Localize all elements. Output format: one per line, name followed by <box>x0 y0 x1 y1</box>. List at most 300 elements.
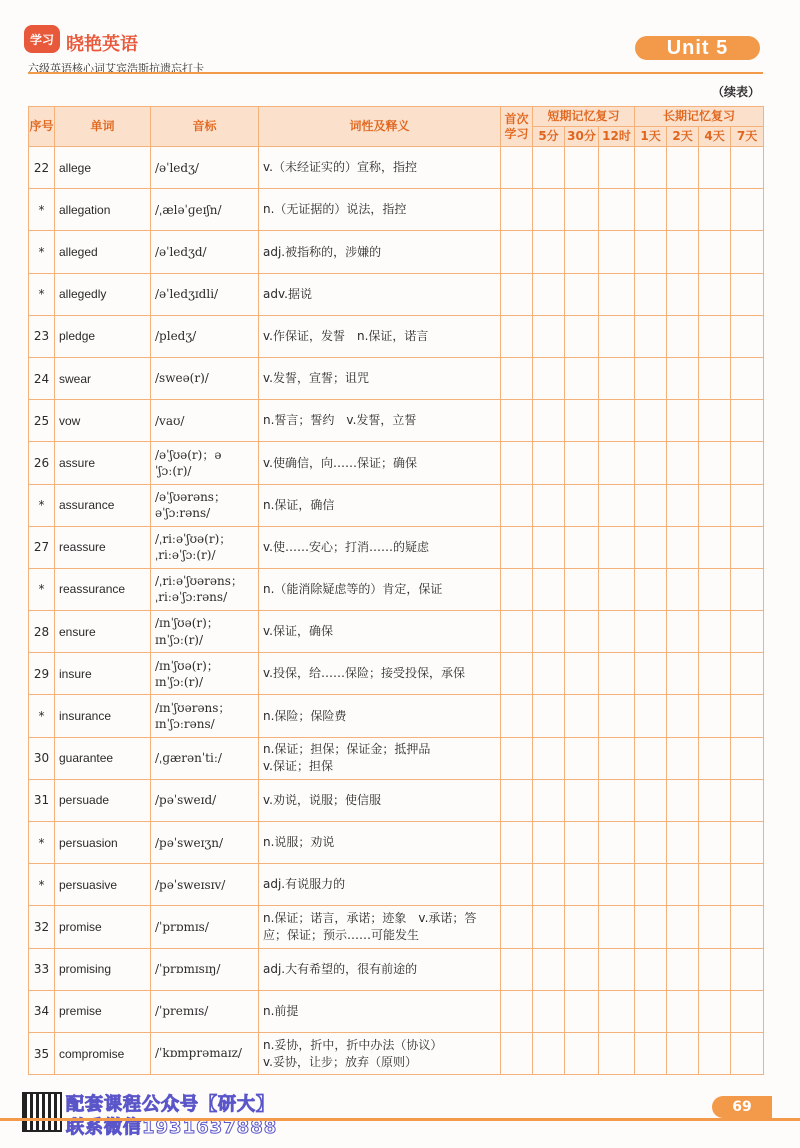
footer-course-line: 配套课程公众号【研大】 <box>66 1094 275 1115</box>
row-number: 31 <box>29 779 55 821</box>
row-definition <box>259 273 501 315</box>
phonetic-line: /əˈledʒd/ <box>155 244 207 259</box>
review-checkbox-cell[interactable] <box>635 147 667 189</box>
review-checkbox-cell[interactable] <box>635 315 667 357</box>
review-checkbox-cell[interactable] <box>635 611 667 653</box>
header-interval: 1天 <box>635 127 667 147</box>
definition-line: n.说服；劝说 <box>263 835 335 850</box>
review-checkbox-cell[interactable] <box>667 400 699 442</box>
review-checkbox-cell[interactable] <box>501 906 533 948</box>
review-checkbox-cell[interactable] <box>667 822 699 864</box>
review-checkbox-cell[interactable] <box>667 948 699 990</box>
row-word: premise <box>55 990 151 1032</box>
phonetic-line: ˌriːəˈʃɔːrəns/ <box>155 590 228 605</box>
review-checkbox-cell[interactable] <box>667 189 699 231</box>
definition-line: n.保险；保险费 <box>263 708 347 723</box>
review-checkbox-cell[interactable] <box>699 822 731 864</box>
review-checkbox-cell[interactable] <box>599 737 635 779</box>
row-number: 33 <box>29 948 55 990</box>
definition-line: v.劝说，说服；使信服 <box>263 793 381 807</box>
row-number: 25 <box>29 400 55 442</box>
review-checkbox-cell[interactable] <box>599 442 635 484</box>
phonetic-line: /ˈpremɪs/ <box>155 1004 209 1019</box>
review-checkbox-cell[interactable] <box>533 695 565 737</box>
phonetic-line: ɪnˈʃɔːrəns/ <box>155 717 215 732</box>
review-checkbox-cell[interactable] <box>533 526 565 568</box>
review-checkbox-cell[interactable] <box>667 315 699 357</box>
review-checkbox-cell[interactable] <box>501 653 533 695</box>
review-checkbox-cell[interactable] <box>501 484 533 526</box>
review-checkbox-cell[interactable] <box>565 568 599 610</box>
review-checkbox-cell[interactable] <box>565 737 599 779</box>
row-phonetic <box>151 611 259 653</box>
phonetic-line: /sweə(r)/ <box>155 371 209 386</box>
review-checkbox-cell[interactable] <box>667 231 699 273</box>
review-checkbox-cell[interactable] <box>635 231 667 273</box>
review-checkbox-cell[interactable] <box>599 653 635 695</box>
review-checkbox-cell[interactable] <box>533 906 565 948</box>
review-checkbox-cell[interactable] <box>565 822 599 864</box>
row-definition <box>259 484 501 526</box>
definition-line: n.前提 <box>263 1003 299 1018</box>
definition-line: v.使……安心；打消……的疑虑 <box>263 539 429 554</box>
review-checkbox-cell[interactable] <box>731 653 764 695</box>
review-checkbox-cell[interactable] <box>501 1032 533 1074</box>
review-checkbox-cell[interactable] <box>635 990 667 1032</box>
row-definition <box>259 400 501 442</box>
review-checkbox-cell[interactable] <box>501 357 533 399</box>
review-checkbox-cell[interactable] <box>699 737 731 779</box>
row-word: compromise <box>55 1032 151 1074</box>
review-checkbox-cell[interactable] <box>699 231 731 273</box>
review-checkbox-cell[interactable] <box>699 695 731 737</box>
review-checkbox-cell[interactable] <box>635 273 667 315</box>
row-phonetic <box>151 273 259 315</box>
header-short-term: 短期记忆复习 <box>533 107 635 127</box>
row-definition <box>259 1032 501 1074</box>
header-divider <box>28 72 763 74</box>
review-checkbox-cell[interactable] <box>731 273 764 315</box>
row-phonetic <box>151 400 259 442</box>
header-phonetic: 音标 <box>151 107 259 147</box>
review-checkbox-cell[interactable] <box>635 948 667 990</box>
review-checkbox-cell[interactable] <box>599 484 635 526</box>
row-phonetic <box>151 189 259 231</box>
review-checkbox-cell[interactable] <box>599 400 635 442</box>
header-interval: 12时 <box>599 127 635 147</box>
review-checkbox-cell[interactable] <box>565 779 599 821</box>
review-checkbox-cell[interactable] <box>731 695 764 737</box>
review-checkbox-cell[interactable] <box>731 779 764 821</box>
review-checkbox-cell[interactable] <box>599 611 635 653</box>
logo-badge: 学习 <box>24 25 60 53</box>
review-checkbox-cell[interactable] <box>667 737 699 779</box>
definition-line: adv.据说 <box>263 286 312 301</box>
review-checkbox-cell[interactable] <box>533 400 565 442</box>
review-checkbox-cell[interactable] <box>533 653 565 695</box>
phonetic-line: /ɪnˈʃʊə(r)； <box>155 616 219 631</box>
row-definition <box>259 526 501 568</box>
row-phonetic <box>151 906 259 948</box>
row-word: allegedly <box>55 273 151 315</box>
review-checkbox-cell[interactable] <box>501 695 533 737</box>
row-definition <box>259 189 501 231</box>
row-word: assurance <box>55 484 151 526</box>
review-checkbox-cell[interactable] <box>533 737 565 779</box>
review-checkbox-cell[interactable] <box>635 779 667 821</box>
review-checkbox-cell[interactable] <box>667 653 699 695</box>
review-checkbox-cell[interactable] <box>599 1032 635 1074</box>
phonetic-line: /ˌriːəˈʃʊə(r)； <box>155 532 232 547</box>
review-checkbox-cell[interactable] <box>565 315 599 357</box>
review-checkbox-cell[interactable] <box>565 1032 599 1074</box>
review-checkbox-cell[interactable] <box>533 779 565 821</box>
review-checkbox-cell[interactable] <box>699 315 731 357</box>
table-row <box>29 990 764 1032</box>
review-checkbox-cell[interactable] <box>699 189 731 231</box>
row-word: pledge <box>55 315 151 357</box>
review-checkbox-cell[interactable] <box>699 400 731 442</box>
row-number: 34 <box>29 990 55 1032</box>
review-checkbox-cell[interactable] <box>731 357 764 399</box>
review-checkbox-cell[interactable] <box>565 906 599 948</box>
review-checkbox-cell[interactable] <box>565 357 599 399</box>
review-checkbox-cell[interactable] <box>501 400 533 442</box>
review-checkbox-cell[interactable] <box>599 357 635 399</box>
table-row <box>29 231 764 273</box>
review-checkbox-cell[interactable] <box>731 315 764 357</box>
review-checkbox-cell[interactable] <box>699 779 731 821</box>
phonetic-line: /ɪnˈʃʊərəns； <box>155 700 231 715</box>
review-checkbox-cell[interactable] <box>533 147 565 189</box>
row-phonetic <box>151 357 259 399</box>
review-checkbox-cell[interactable] <box>501 231 533 273</box>
review-checkbox-cell[interactable] <box>533 948 565 990</box>
review-checkbox-cell[interactable] <box>533 611 565 653</box>
review-checkbox-cell[interactable] <box>667 1032 699 1074</box>
row-word: persuade <box>55 779 151 821</box>
review-checkbox-cell[interactable] <box>565 948 599 990</box>
review-checkbox-cell[interactable] <box>635 484 667 526</box>
vocabulary-rows <box>29 147 764 1075</box>
table-row <box>29 611 764 653</box>
review-checkbox-cell[interactable] <box>533 484 565 526</box>
review-checkbox-cell[interactable] <box>667 611 699 653</box>
row-number: 24 <box>29 357 55 399</box>
row-definition <box>259 231 501 273</box>
review-checkbox-cell[interactable] <box>699 442 731 484</box>
review-checkbox-cell[interactable] <box>599 189 635 231</box>
phonetic-line: /pəˈsweɪd/ <box>155 793 217 808</box>
review-checkbox-cell[interactable] <box>667 990 699 1032</box>
page-header <box>0 0 800 110</box>
review-checkbox-cell[interactable] <box>667 906 699 948</box>
definition-line: v.使确信，向……保证；确保 <box>263 455 417 470</box>
review-checkbox-cell[interactable] <box>599 948 635 990</box>
review-checkbox-cell[interactable] <box>533 357 565 399</box>
review-checkbox-cell[interactable] <box>635 357 667 399</box>
review-checkbox-cell[interactable] <box>635 822 667 864</box>
review-checkbox-cell[interactable] <box>731 1032 764 1074</box>
row-word: reassurance <box>55 568 151 610</box>
review-checkbox-cell[interactable] <box>731 990 764 1032</box>
row-number: * <box>29 273 55 315</box>
review-checkbox-cell[interactable] <box>635 1032 667 1074</box>
review-checkbox-cell[interactable] <box>731 737 764 779</box>
review-checkbox-cell[interactable] <box>565 189 599 231</box>
review-checkbox-cell[interactable] <box>501 526 533 568</box>
review-checkbox-cell[interactable] <box>599 779 635 821</box>
review-checkbox-cell[interactable] <box>699 526 731 568</box>
review-checkbox-cell[interactable] <box>699 484 731 526</box>
row-word: ensure <box>55 611 151 653</box>
review-checkbox-cell[interactable] <box>699 611 731 653</box>
table-row <box>29 357 764 399</box>
review-checkbox-cell[interactable] <box>565 484 599 526</box>
review-checkbox-cell[interactable] <box>667 526 699 568</box>
review-checkbox-cell[interactable] <box>667 779 699 821</box>
row-word: promising <box>55 948 151 990</box>
row-definition <box>259 906 501 948</box>
review-checkbox-cell[interactable] <box>565 231 599 273</box>
header-interval: 2天 <box>667 127 699 147</box>
row-word: alleged <box>55 231 151 273</box>
review-checkbox-cell[interactable] <box>731 526 764 568</box>
review-checkbox-cell[interactable] <box>699 948 731 990</box>
table-row <box>29 864 764 906</box>
row-number: 28 <box>29 611 55 653</box>
row-number: 27 <box>29 526 55 568</box>
definition-line: v.投保，给……保险；接受投保，承保 <box>263 666 465 681</box>
header-long-term: 长期记忆复习 <box>635 107 764 127</box>
row-word: guarantee <box>55 737 151 779</box>
definition-line: n.（能消除疑虑等的）肯定，保证 <box>263 582 443 597</box>
row-definition <box>259 695 501 737</box>
row-number: * <box>29 484 55 526</box>
row-number: * <box>29 189 55 231</box>
review-checkbox-cell[interactable] <box>565 611 599 653</box>
review-checkbox-cell[interactable] <box>533 864 565 906</box>
row-word: swear <box>55 357 151 399</box>
phonetic-line: /əˈledʒ/ <box>155 160 199 175</box>
review-checkbox-cell[interactable] <box>565 400 599 442</box>
row-number: * <box>29 568 55 610</box>
review-checkbox-cell[interactable] <box>731 948 764 990</box>
review-checkbox-cell[interactable] <box>635 653 667 695</box>
review-checkbox-cell[interactable] <box>667 568 699 610</box>
review-checkbox-cell[interactable] <box>501 442 533 484</box>
row-definition <box>259 568 501 610</box>
definition-line: v.保证，确保 <box>263 624 333 639</box>
row-phonetic <box>151 990 259 1032</box>
review-checkbox-cell[interactable] <box>635 400 667 442</box>
review-checkbox-cell[interactable] <box>731 442 764 484</box>
row-number: 23 <box>29 315 55 357</box>
review-checkbox-cell[interactable] <box>635 568 667 610</box>
review-checkbox-cell[interactable] <box>565 653 599 695</box>
row-number: * <box>29 822 55 864</box>
review-checkbox-cell[interactable] <box>599 147 635 189</box>
definition-line: v.（未经证实的）宣称，指控 <box>263 160 417 175</box>
row-phonetic <box>151 864 259 906</box>
row-definition <box>259 147 501 189</box>
review-checkbox-cell[interactable] <box>731 568 764 610</box>
row-phonetic <box>151 568 259 610</box>
header-interval: 4天 <box>699 127 731 147</box>
review-checkbox-cell[interactable] <box>731 484 764 526</box>
footer-divider <box>0 1118 800 1121</box>
review-checkbox-cell[interactable] <box>667 357 699 399</box>
review-checkbox-cell[interactable] <box>533 189 565 231</box>
table-row <box>29 822 764 864</box>
phonetic-line: /ˈprɒmɪsɪŋ/ <box>155 962 221 977</box>
row-definition <box>259 948 501 990</box>
review-checkbox-cell[interactable] <box>501 779 533 821</box>
row-number: * <box>29 231 55 273</box>
row-phonetic <box>151 779 259 821</box>
review-checkbox-cell[interactable] <box>501 822 533 864</box>
review-checkbox-cell[interactable] <box>565 864 599 906</box>
phonetic-line: /ˈkɒmprəmaɪz/ <box>155 1046 242 1061</box>
review-checkbox-cell[interactable] <box>699 653 731 695</box>
review-checkbox-cell[interactable] <box>501 948 533 990</box>
definition-line: 应；保证；预示……可能发生 <box>263 927 420 942</box>
qr-code-icon <box>22 1092 62 1132</box>
review-checkbox-cell[interactable] <box>501 273 533 315</box>
review-checkbox-cell[interactable] <box>635 737 667 779</box>
row-word: reassure <box>55 526 151 568</box>
row-phonetic <box>151 737 259 779</box>
review-checkbox-cell[interactable] <box>501 568 533 610</box>
row-phonetic <box>151 315 259 357</box>
review-checkbox-cell[interactable] <box>699 1032 731 1074</box>
header-definition: 词性及释义 <box>259 107 501 147</box>
definition-line: n.（无证据的）说法，指控 <box>263 202 407 217</box>
review-checkbox-cell[interactable] <box>667 484 699 526</box>
review-checkbox-cell[interactable] <box>699 273 731 315</box>
review-checkbox-cell[interactable] <box>599 990 635 1032</box>
table-row <box>29 526 764 568</box>
review-checkbox-cell[interactable] <box>731 189 764 231</box>
review-checkbox-cell[interactable] <box>533 822 565 864</box>
phonetic-line: /əˈʃʊə(r)；əˈʃɔː(r)/ <box>155 447 222 478</box>
review-checkbox-cell[interactable] <box>731 822 764 864</box>
row-word: insure <box>55 653 151 695</box>
table-row <box>29 779 764 821</box>
definition-line: adj.大有希望的，很有前途的 <box>263 961 418 976</box>
review-checkbox-cell[interactable] <box>501 864 533 906</box>
phonetic-line: /pəˈsweɪʒn/ <box>155 835 224 850</box>
review-checkbox-cell[interactable] <box>501 737 533 779</box>
review-checkbox-cell[interactable] <box>599 906 635 948</box>
review-checkbox-cell[interactable] <box>599 568 635 610</box>
review-checkbox-cell[interactable] <box>565 990 599 1032</box>
phonetic-line: /pəˈsweɪsɪv/ <box>155 877 226 892</box>
definition-line: n.誓言；誓约 v.发誓，立誓 <box>263 413 417 428</box>
review-checkbox-cell[interactable] <box>699 357 731 399</box>
review-checkbox-cell[interactable] <box>501 189 533 231</box>
review-checkbox-cell[interactable] <box>699 147 731 189</box>
definition-line: v.妥协，让步；放弃（原则） <box>263 1054 417 1069</box>
review-checkbox-cell[interactable] <box>731 864 764 906</box>
review-checkbox-cell[interactable] <box>565 695 599 737</box>
review-checkbox-cell[interactable] <box>599 526 635 568</box>
review-checkbox-cell[interactable] <box>599 315 635 357</box>
review-checkbox-cell[interactable] <box>599 695 635 737</box>
review-checkbox-cell[interactable] <box>501 147 533 189</box>
definition-line: adj.有说服力的 <box>263 877 346 892</box>
review-checkbox-cell[interactable] <box>699 906 731 948</box>
header-first-study: 首次学习 <box>501 107 533 147</box>
review-checkbox-cell[interactable] <box>635 442 667 484</box>
review-checkbox-cell[interactable] <box>667 273 699 315</box>
review-checkbox-cell[interactable] <box>533 568 565 610</box>
review-checkbox-cell[interactable] <box>533 990 565 1032</box>
review-checkbox-cell[interactable] <box>731 400 764 442</box>
phonetic-line: ˌriːəˈʃɔː(r)/ <box>155 548 216 563</box>
review-checkbox-cell[interactable] <box>635 695 667 737</box>
review-checkbox-cell[interactable] <box>699 990 731 1032</box>
phonetic-line: /ˌɡærənˈtiː/ <box>155 751 222 766</box>
review-checkbox-cell[interactable] <box>501 611 533 653</box>
review-checkbox-cell[interactable] <box>667 695 699 737</box>
definition-line: n.妥协，折中，折中办法（协议） <box>263 1037 443 1052</box>
review-checkbox-cell[interactable] <box>599 822 635 864</box>
phonetic-line: ɪnˈʃɔː(r)/ <box>155 632 204 647</box>
footer-contact-line: 联系微信1931637888 <box>66 1117 278 1138</box>
row-word: allegation <box>55 189 151 231</box>
review-checkbox-cell[interactable] <box>501 315 533 357</box>
book-subtitle: 六级英语核心词艾宾浩斯抗遗忘打卡 <box>28 62 204 75</box>
review-checkbox-cell[interactable] <box>667 147 699 189</box>
review-checkbox-cell[interactable] <box>731 906 764 948</box>
review-checkbox-cell[interactable] <box>501 990 533 1032</box>
review-checkbox-cell[interactable] <box>731 231 764 273</box>
review-checkbox-cell[interactable] <box>667 864 699 906</box>
review-checkbox-cell[interactable] <box>699 568 731 610</box>
review-checkbox-cell[interactable] <box>599 273 635 315</box>
review-checkbox-cell[interactable] <box>635 864 667 906</box>
review-checkbox-cell[interactable] <box>533 1032 565 1074</box>
row-phonetic <box>151 442 259 484</box>
review-checkbox-cell[interactable] <box>533 315 565 357</box>
review-checkbox-cell[interactable] <box>599 231 635 273</box>
review-checkbox-cell[interactable] <box>699 864 731 906</box>
row-word: persuasive <box>55 864 151 906</box>
review-checkbox-cell[interactable] <box>533 442 565 484</box>
phonetic-line: /ˈprɒmɪs/ <box>155 919 209 934</box>
review-checkbox-cell[interactable] <box>635 906 667 948</box>
review-checkbox-cell[interactable] <box>667 442 699 484</box>
review-checkbox-cell[interactable] <box>731 611 764 653</box>
review-checkbox-cell[interactable] <box>599 864 635 906</box>
table-row <box>29 484 764 526</box>
review-checkbox-cell[interactable] <box>731 147 764 189</box>
review-checkbox-cell[interactable] <box>565 273 599 315</box>
header-interval: 5分 <box>533 127 565 147</box>
row-number: * <box>29 864 55 906</box>
review-checkbox-cell[interactable] <box>565 147 599 189</box>
row-number: 26 <box>29 442 55 484</box>
row-word: promise <box>55 906 151 948</box>
review-checkbox-cell[interactable] <box>635 189 667 231</box>
review-checkbox-cell[interactable] <box>533 273 565 315</box>
review-checkbox-cell[interactable] <box>565 526 599 568</box>
review-checkbox-cell[interactable] <box>565 442 599 484</box>
review-checkbox-cell[interactable] <box>533 231 565 273</box>
phonetic-line: /pledʒ/ <box>155 329 197 344</box>
review-checkbox-cell[interactable] <box>635 526 667 568</box>
